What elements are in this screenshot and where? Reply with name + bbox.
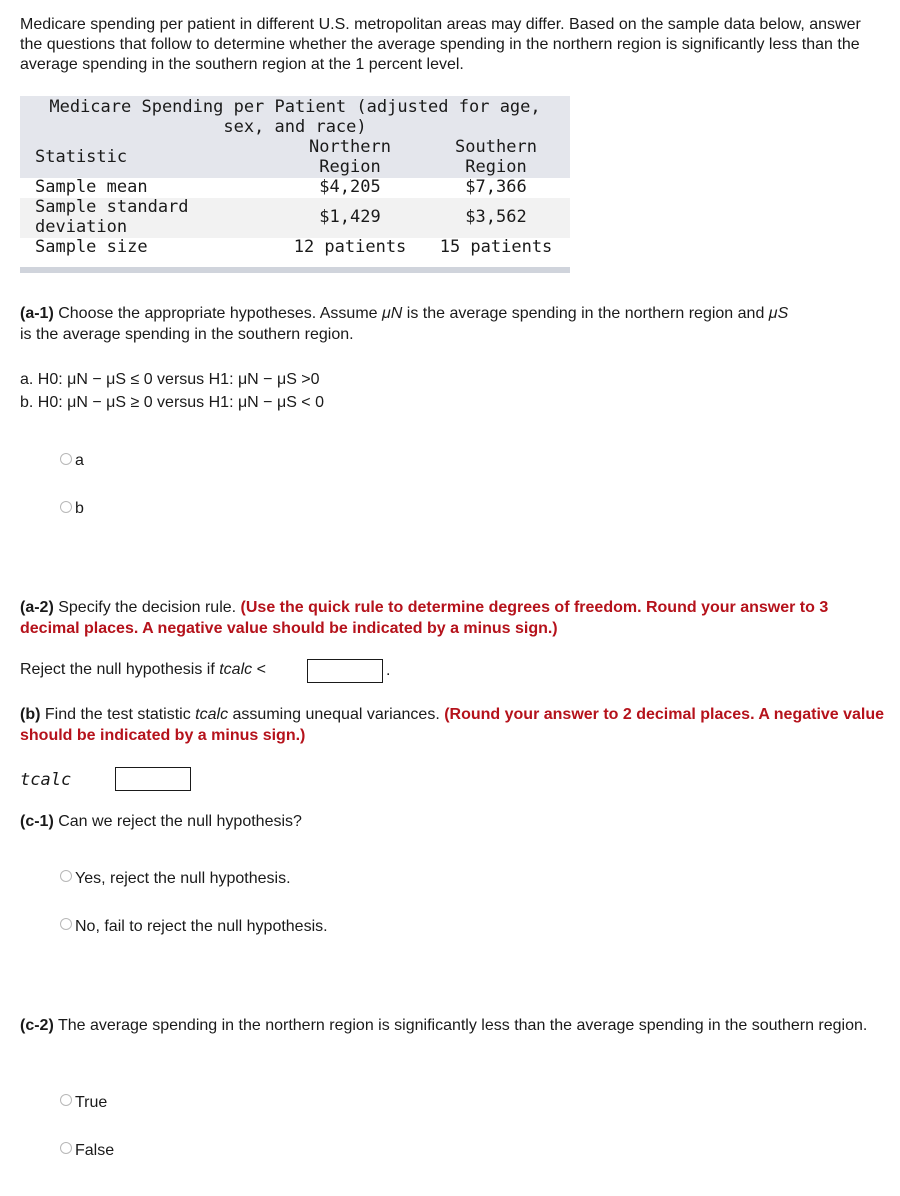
a2-lt: <: [252, 661, 266, 678]
radio-c2-true-label: True: [75, 1094, 108, 1111]
a2-text: Specify the decision rule.: [53, 599, 241, 616]
col-north-header-1: Northern: [309, 137, 391, 157]
row-south-size: 15 patients: [439, 237, 553, 257]
a1-text: Choose the appropriate hypotheses. Assume: [53, 305, 382, 322]
b-text: Find the test statistic: [40, 706, 196, 723]
col-north-header-2: Region: [319, 157, 381, 177]
question-c1: [20, 811, 885, 832]
c2-text: The average spending in the northern region is significantly less than the average spending in the southern region.: [53, 1017, 868, 1034]
table-bottom-border: [20, 267, 570, 273]
b-heading: (b): [20, 706, 41, 723]
a1-text2: is the average spending in the northern region and: [402, 305, 769, 322]
c1-heading: (c-1): [20, 813, 54, 830]
a1-mu-s: μS: [768, 305, 789, 322]
test-statistic-input[interactable]: [115, 767, 191, 791]
radio-c2-false[interactable]: [60, 1142, 72, 1154]
decision-rule-input[interactable]: [307, 659, 383, 683]
row-north-size: 12 patients: [293, 237, 407, 257]
a2-instruction: (Use the quick rule to determine degrees of freedom. Round your answer to 3 decimal places. A negative value should be indicated by a minus sign.): [20, 599, 829, 637]
a2-tcalc: tcalc: [219, 661, 253, 678]
row-label-mean: Sample mean: [35, 177, 148, 197]
radio-c2-false-label: False: [75, 1142, 115, 1159]
question-b: [20, 704, 885, 746]
col-statistic-header: Statistic: [35, 147, 128, 167]
row-north-mean: $4,205: [319, 177, 381, 197]
b-instruction: (Round your answer to 2 decimal places. A negative value should be indicated by a minus sign.): [20, 706, 885, 744]
question-a1: [20, 303, 885, 345]
radio-c1-no[interactable]: [60, 918, 72, 930]
radio-a1-a-label: a: [75, 452, 84, 469]
radio-a1-a[interactable]: [60, 453, 72, 465]
c1-text: Can we reject the null hypothesis?: [53, 813, 302, 830]
row-label-sd-2: deviation: [35, 217, 128, 237]
radio-c1-yes[interactable]: [60, 870, 72, 882]
a1-text3: is the average spending in the southern region.: [20, 326, 354, 343]
a2-heading: (a-2): [20, 599, 54, 616]
a1-option-b-text: b. H0: μN − μS ≥ 0 versus H1: μN − μS < 0: [20, 394, 324, 411]
row-north-sd: $1,429: [319, 207, 381, 227]
a2-rule: [20, 659, 320, 680]
radio-c2-true[interactable]: [60, 1094, 72, 1106]
radio-c1-no-label: No, fail to reject the null hypothesis.: [75, 918, 328, 935]
b-input-label: tcalc: [20, 770, 72, 790]
row-label-size: Sample size: [35, 237, 148, 257]
question-c2: [20, 1015, 885, 1036]
row-label-sd-1: Sample standard: [35, 197, 189, 217]
col-south-header-2: Region: [465, 157, 527, 177]
question-a2: [20, 597, 885, 639]
table-title-line2: sex, and race): [223, 117, 367, 137]
b-tcalc: tcalc: [195, 706, 229, 723]
a1-heading: (a-1): [20, 305, 54, 322]
intro-text: Medicare spending per patient in different U.S. metropolitan areas may differ. Based on the sample data below, answer the questions that follow to determine whether the average spending in the northern region is significantly less than the average spending in the southern region at the 1 percent level.: [20, 16, 861, 73]
radio-a1-b-label: b: [75, 500, 84, 517]
b-text2: assuming unequal variances.: [228, 706, 445, 723]
c2-heading: (c-2): [20, 1017, 54, 1034]
a1-mu-n: μN: [381, 305, 403, 322]
a1-option-a-text: a. H0: μN − μS ≤ 0 versus H1: μN − μS >0: [20, 371, 320, 388]
a2-period: .: [386, 662, 391, 679]
a2-rule-text: Reject the null hypothesis if: [20, 661, 220, 678]
radio-a1-b[interactable]: [60, 501, 72, 513]
radio-c1-yes-label: Yes, reject the null hypothesis.: [75, 870, 291, 887]
table-title-line1: Medicare Spending per Patient (adjusted for age,: [49, 97, 541, 117]
col-south-header-1: Southern: [455, 137, 537, 157]
row-south-mean: $7,366: [465, 177, 527, 197]
row-south-sd: $3,562: [465, 207, 527, 227]
